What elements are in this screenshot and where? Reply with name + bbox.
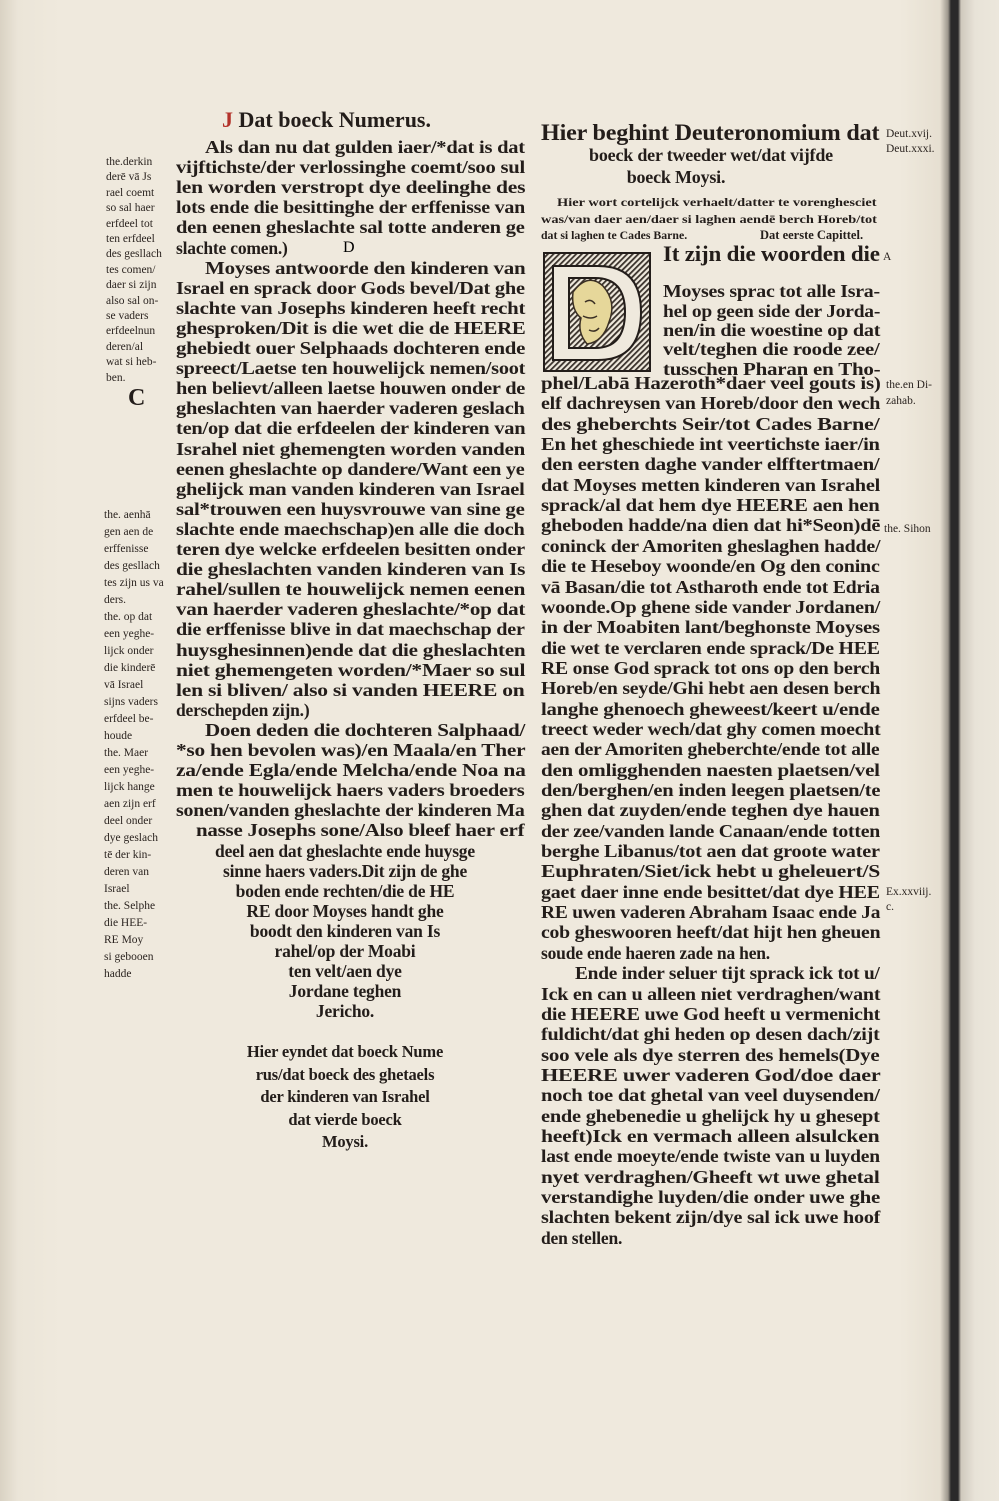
body-text-line: Euphraten/Siet/ick hebt u gheleuert/S — [541, 861, 881, 882]
margin-note: ders. — [104, 594, 127, 606]
main-text-line: slachte van Josephs kinderen heeft recht — [176, 297, 526, 318]
body-text-line: elf dachreysen van Horeb/door den wech — [541, 393, 881, 414]
section-title: boeck Moysi. — [626, 167, 726, 187]
margin-note: c. — [886, 901, 894, 913]
main-text-line: Jordane teghen — [288, 981, 402, 1002]
main-text-line: rahel/op der Moabi — [274, 941, 416, 961]
margin-note: si gebooen — [104, 951, 154, 963]
body-text-line: gaet daer inne ende besittet/dat dye HEE — [541, 881, 880, 902]
main-text-line: Israhel niet ghemengten worden vanden — [176, 438, 526, 459]
body-text-line: woonde.Op ghene side vander Jordanen/ — [541, 596, 881, 617]
main-text-line: boden ende rechten/die de HE — [235, 880, 455, 901]
main-text-line: spreect/Laetse ten houwelijck nemen/soot — [176, 358, 526, 379]
margin-note: also sal on- — [106, 294, 159, 307]
margin-note: the. op dat — [104, 611, 153, 623]
margin-note: wat si heb- — [106, 356, 157, 369]
margin-note: hadde — [104, 968, 132, 980]
margin-note: the.en Di- — [886, 379, 932, 391]
main-text-line: die erffenisse blive in dat maechschap der — [176, 619, 525, 640]
body-text-line: treect weder wech/dat ghy comen moecht — [541, 718, 881, 739]
initial-text-line: velt/teghen die roode zee/ — [663, 339, 880, 360]
body-text-line: phel/Labā Hazeroth*daer veel gouts is) — [541, 373, 881, 393]
body-text-line: En het gheschiede int veertichste iaer/in — [541, 434, 880, 455]
margin-note: lijck hange — [104, 781, 155, 793]
margin-note: RE Moy — [104, 934, 144, 946]
main-text-line: Jericho. — [315, 1001, 375, 1022]
body-text-line: sprack/al dat hem dye HEERE aen hen — [541, 495, 880, 516]
main-text-line: deel aen dat gheslachte ende huysge — [215, 840, 475, 861]
margin-note: des gesllach — [106, 248, 162, 261]
margin-note: Deut.xxxi. — [886, 143, 935, 155]
margin-note: deren/al — [106, 340, 144, 353]
margin-note: een yeghe- — [104, 628, 155, 640]
body-text-line: slachten bekent zijn/dye sal ick uwe hoof — [541, 1207, 881, 1228]
body-text-line: ende ghebenedie u ghelijck hy u ghesept — [541, 1105, 880, 1126]
margin-note: se vaders — [106, 310, 149, 322]
section-title: Hier beghint Deuteronomium dat — [541, 120, 880, 145]
margin-note: gen aen de — [104, 526, 154, 538]
body-text-line: RE onse God sprack tot ons op den berch — [541, 657, 881, 678]
main-text-line: za/ende Egla/ende Melcha/ende Noa na — [176, 760, 526, 781]
body-text-line: ghen dat zuyden/ende teghen dye hauen — [541, 800, 880, 821]
main-text-line: len si bliven/ also si vanden HEERE on — [176, 679, 525, 700]
body-text-line: Horeb/en seyde/Ghi hebt aen desen berch — [541, 678, 881, 699]
intro-line: Hier wort cortelijck verhaelt/datter te vorenghesciet — [557, 195, 877, 209]
margin-note: derē vā Js — [106, 171, 152, 184]
body-text-line: berghe Libanus/tot aen dat groote water — [541, 841, 880, 862]
running-head-initial: J — [222, 107, 233, 132]
body-text-line: cob gheswooren heeft/dat hijt hen gheuen — [541, 922, 881, 943]
body-text-line: der zee/vanden lande Canaan/ende totten — [541, 820, 881, 841]
body-text-line: soo vele als dye sterren des hemels(Dye — [541, 1044, 880, 1065]
initial-text-line: tusschen Pharan en Tho- — [663, 358, 881, 379]
body-text-line: des gheberchts Seir/tot Cades Barne/ — [541, 413, 880, 434]
main-text-line: ten/op dat die erfdeelen der kinderen van — [176, 418, 526, 439]
main-text-line: ghelijck man vanden kinderen van Israel — [176, 478, 525, 499]
margin-note: erfdeelnun — [106, 325, 156, 338]
body-text-line: Ick en can u alleen niet verdraghen/want — [541, 983, 881, 1004]
body-text-line: den eersten daghe vander elfftertmaen/ — [541, 454, 880, 475]
margin-note: aen zijn erf — [104, 798, 156, 810]
main-text-line: RE door Moyses handt ghe — [246, 900, 444, 921]
body-text-line: die HEERE uwe God heeft u vermenicht — [541, 1003, 881, 1024]
colophon-line: rus/dat boeck des ghetaels — [255, 1064, 435, 1084]
main-text-line: Als dan nu dat gulden iaer/*dat is dat — [205, 137, 525, 157]
main-text-line: vijftichste/der verlossinghe coemt/soo sul — [176, 157, 526, 178]
colophon-line: Hier eyndet dat boeck Nume — [246, 1042, 444, 1061]
main-text-line: Moyses antwoorde den kinderen van — [205, 257, 526, 278]
margin-note: een yeghe- — [104, 764, 155, 776]
body-text-line: die te Heseboy woonde/en Og den coninc — [541, 556, 880, 577]
main-text-line: sonen/vanden gheslachte der kinderen Ma — [176, 800, 525, 821]
body-text-line: den stellen. — [541, 1227, 623, 1248]
margin-note: erfdeel be- — [104, 713, 154, 725]
margin-note: the. Selphe — [104, 900, 156, 912]
main-text-line: lots ende die besittinghe der erffenisse van — [176, 197, 525, 218]
margin-note: zahab. — [886, 395, 916, 407]
main-text-line: huysghesinnen)ende dat die gheslachten — [176, 639, 526, 660]
margin-note: ten erfdeel — [106, 233, 155, 245]
main-text-line: *so hen bevolen was)/en Maala/en Ther — [176, 740, 526, 760]
margin-note: deel onder — [104, 815, 153, 827]
main-text-line: nasse Josephs sone/Also bleef haer erf — [196, 820, 525, 841]
main-text-line: Israel en sprack door Gods bevel/Dat ghe — [176, 277, 525, 298]
running-head-title: Dat boeck Numerus. — [238, 107, 431, 132]
main-text-line: die gheslachten vanden kinderen van Is — [176, 559, 526, 580]
body-text-line: HEERE uwer vaderen God/doe daer — [541, 1064, 881, 1085]
main-text-line: gheslachten van haerder vaderen geslach — [176, 398, 525, 419]
colophon-line: der kinderen van Israhel — [260, 1087, 430, 1106]
main-text-line: derschepden zijn.) — [176, 699, 310, 720]
main-text-line: slachte comen.) — [176, 237, 288, 258]
main-text-line: teren dye welcke erfdeelen besitten onder — [176, 539, 525, 559]
main-text-line: sal*trouwen een huysvrouwe van sine ge — [176, 498, 525, 519]
body-text-line: last ende moeyte/ende twiste van u luyden — [541, 1146, 880, 1167]
body-text-line: fuldicht/dat ghi heden op desen dach/zijt — [541, 1024, 880, 1045]
main-text-line: ghebiedt ouer Selphaads dochteren ende — [176, 338, 526, 358]
body-text-line: aen der Amoriten gheberchte/ende tot alle — [541, 739, 880, 760]
body-text-line: Ende inder seluer tijt sprack ick tot u/ — [575, 963, 880, 984]
margin-note: des gesllach — [104, 560, 160, 572]
section-title: boeck der tweeder wet/dat vijfde — [589, 145, 833, 165]
margin-note: erffenisse — [104, 543, 149, 555]
margin-note: sijns vaders — [104, 696, 158, 708]
colophon-line: Moysi. — [321, 1132, 368, 1151]
body-text-line: dat Moyses metten kinderen van Israhel — [541, 474, 881, 495]
margin-note: die HEE- — [104, 917, 148, 929]
margin-note: the.derkin — [106, 156, 153, 168]
initial-text-line: nen/in die woestine op dat — [663, 319, 881, 340]
body-text-line: die wet te verclaren ende sprack/De HEE — [541, 637, 880, 658]
main-text-line: slachte ende maechschap)en alle die doch — [176, 518, 525, 539]
body-text-line: den omligghenden naesten plaetsen/vel — [541, 759, 880, 780]
body-text-line: verstandighe luyden/die onder uwe ghe — [541, 1187, 881, 1207]
margin-note: tes comen/ — [106, 263, 156, 276]
intro-line: dat si laghen te Cades Barne. — [541, 228, 688, 242]
margin-note: die kinderē — [104, 662, 156, 674]
main-text-line: van haerder vaderen gheslachte/*op dat — [176, 599, 526, 620]
initial-text-line: Moyses sprac tot alle Isra- — [663, 281, 880, 302]
main-text-line: boodt den kinderen van Is — [249, 920, 441, 941]
margin-note: rael coemt — [106, 186, 155, 199]
body-text-line: noch toe dat ghetal van veel duysenden/ — [541, 1085, 880, 1106]
margin-note: Ex.xxviij. — [886, 886, 932, 898]
intro-line: was/van daer aen/daer si laghen aendē berch Horeb/tot — [541, 211, 877, 226]
body-text-line: RE uwen vaderen Abraham Isaac ende Ja — [541, 902, 881, 923]
body-text-line: gheboden hadde/na dien dat hi*Seon)dē — [541, 515, 881, 536]
running-head — [222, 107, 431, 133]
chapter-label: Dat eerste Capittel. — [760, 228, 864, 242]
body-text-line: vā Basan/die tot Astharoth ende tot Edria — [541, 576, 880, 597]
main-text-line: sinne haers vaders.Dit zijn de ghe — [222, 860, 468, 881]
main-text-line: Doen deden die dochteren Salphaad/ — [205, 719, 526, 740]
margin-note: tē der kin- — [104, 849, 152, 861]
main-text-line: len worden verstropt dye deelinghe des — [176, 177, 526, 198]
margin-note: dye geslach — [104, 832, 158, 844]
main-text-line: ghesproken/Dit is die wet die de HEERE — [176, 317, 526, 338]
body-text-line: in der Moabiten lant/beghonste Moyses — [541, 617, 880, 638]
margin-note: so sal haer — [106, 202, 155, 215]
margin-note: Israel — [104, 883, 130, 895]
margin-note: Deut.xvij. — [886, 128, 932, 140]
body-text-line: soude ende haeren zade na hen. — [541, 942, 770, 963]
margin-note: daer si zijn — [106, 279, 157, 292]
body-text-line: nyet verdraghen/Gheeft wt uwe ghetal — [541, 1166, 880, 1187]
main-text-line: rahel/sullen te houwelijck nemen eenen — [176, 579, 526, 600]
main-text-line: den eenen gheslachte sal totte anderen ge — [176, 217, 525, 238]
paragraph-mark: C — [128, 385, 146, 411]
main-text-line: niet ghemengeten worden/*Maer so sul — [176, 659, 526, 680]
margin-note: A — [883, 251, 892, 263]
colophon-line: dat vierde boeck — [288, 1109, 402, 1129]
margin-note: the. Maer — [104, 747, 149, 759]
margin-note: lijck onder — [104, 645, 154, 657]
margin-note: deren van — [104, 866, 150, 878]
margin-note: the. aenhā — [104, 509, 151, 521]
margin-note: houde — [104, 730, 133, 742]
margin-note: ben. — [106, 371, 126, 384]
margin-note: tes zijn us va — [104, 577, 164, 589]
main-text-line: men te houwelijck haers vaders broeders — [176, 780, 525, 801]
initial-text-line: It zijn die woorden die — [663, 241, 880, 266]
main-text-line: eenen gheslachte op dandere/Want een ye — [176, 458, 525, 479]
body-text-line: heeft)Ick en vermach alleen alsulcken — [541, 1125, 880, 1146]
main-text-line: ten velt/aen dye — [288, 961, 402, 982]
body-text-line: den/berghen/en inden leegen plaetsen/te — [541, 780, 881, 800]
margin-note: erfdeel tot — [106, 217, 153, 230]
margin-note: the. Sihon — [884, 523, 931, 535]
body-text-line: langhe ghenoech gheweest/keert u/ende — [541, 698, 880, 719]
initial-text-line: hel op geen side der Jorda- — [663, 300, 881, 321]
body-text-line: coninck der Amoriten gheslaghen hadde/ — [541, 535, 881, 556]
main-text-line: hen believt/alleen laetse houwen onder de — [176, 378, 526, 399]
margin-note: vā Israel — [104, 679, 144, 691]
initial-letter: D — [343, 239, 355, 256]
